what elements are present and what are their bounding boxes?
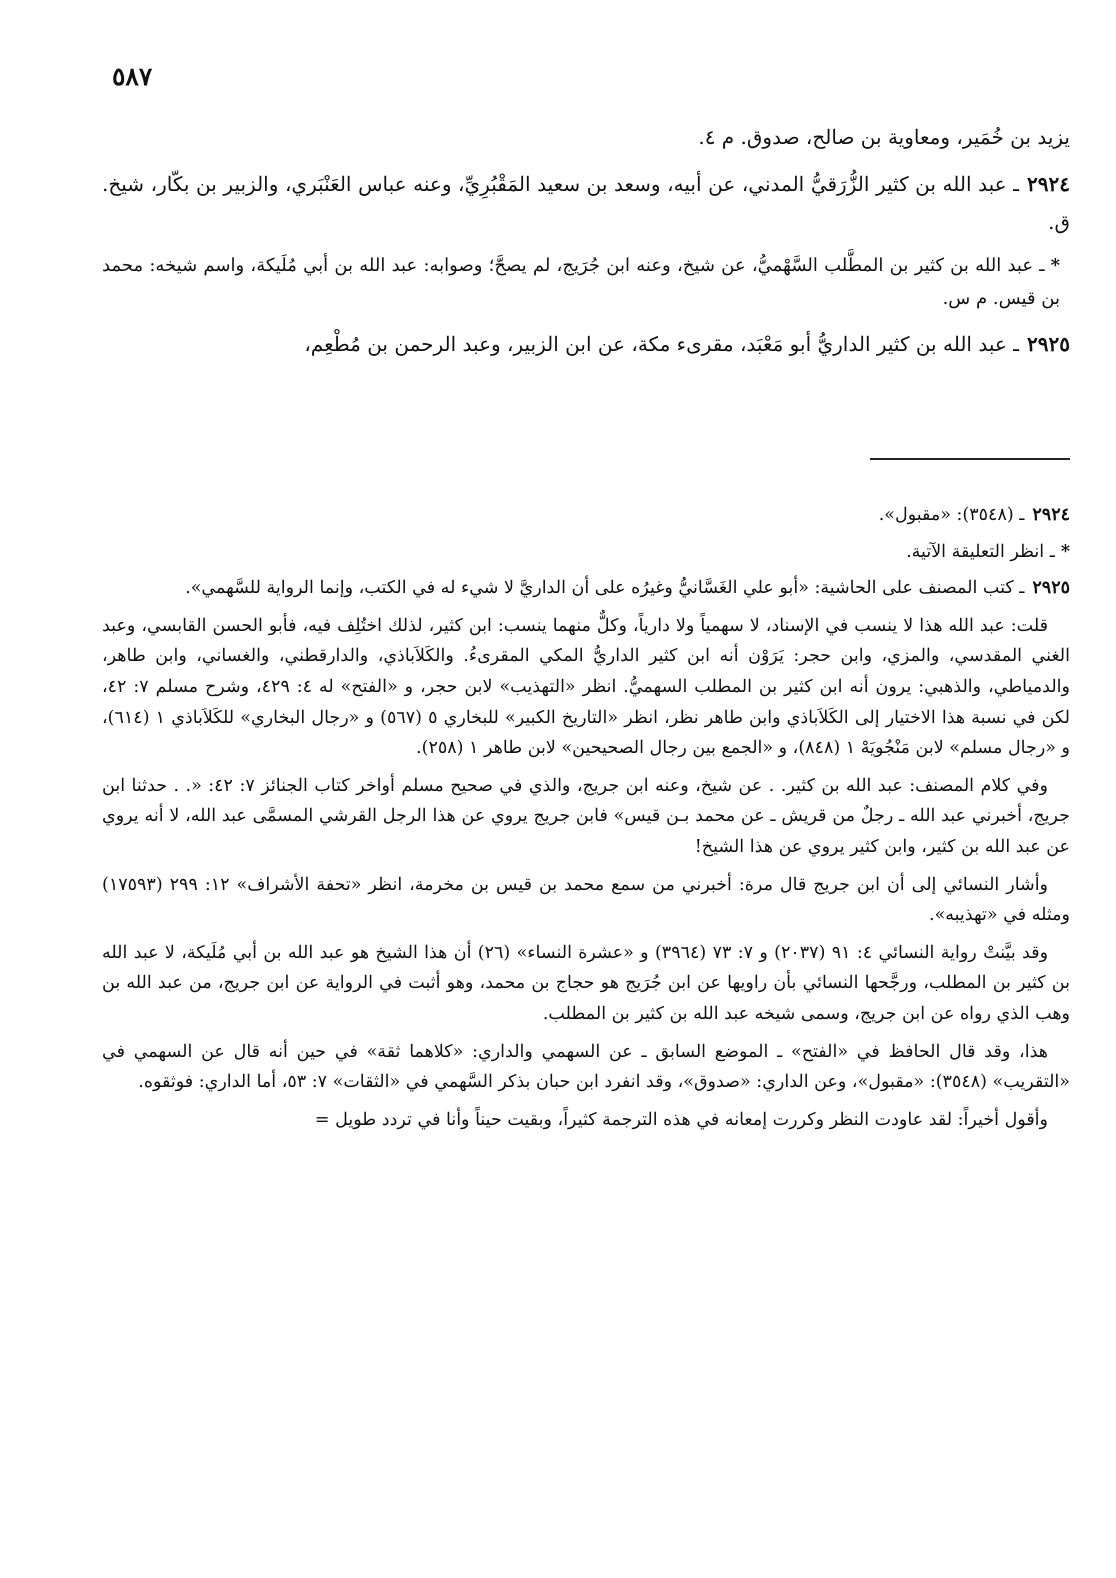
continuation-line: يزيد بن خُمَير، ومعاوية بن صالح، صدوق. م ٤. bbox=[698, 125, 1070, 149]
page-number: ٥٨٧ bbox=[112, 62, 153, 91]
footnote-text: ـ (٣٥٤٨): «مقبول». bbox=[878, 505, 1025, 525]
footnote-star bbox=[102, 537, 1070, 568]
footnote-text: ـ انظر التعليقة الآتية. bbox=[906, 541, 1055, 562]
footnote-2924 bbox=[102, 500, 1070, 531]
asterisk-marker: * bbox=[1060, 541, 1070, 562]
footnote-number: ٢٩٢٤ bbox=[1032, 505, 1070, 525]
main-text bbox=[102, 118, 1070, 363]
footnote-paragraph: هذا، وقد قال الحافظ في «الفتح» ـ الموضع السابق ـ عن السهمي والداري: «كلاهما ثقة» في حين أنه قال عن السهمي في «التقريب» (٣٥٤٨): «مقبول»، وعن الداري: «صدوق»، وقد انفرد ابن حبان بذكر السَّهمي في «الثقات» ٧: ٥٣، أما الداري: فوثقوه. bbox=[102, 1041, 1070, 1093]
entry-number: ٢٩٢٥ bbox=[1027, 332, 1070, 356]
starred-entry-text: ـ عبد الله بن كثير بن المطَّلب السَّهْميُّ، عن شيخ، وعنه ابن جُرَيج، لم يصحَّ؛ وصوابه: عبد الله بن أبي مُلَيكة، واسم شيخه: محمد بن قيس. م س. bbox=[102, 255, 1060, 309]
footnote-divider bbox=[870, 458, 1070, 460]
footnote-2925 bbox=[102, 573, 1070, 604]
footnote-paragraph: وفي كلام المصنف: عبد الله بن كثير. . عن شيخ، وعنه ابن جريج، والذي في صحيح مسلم أواخر كتاب الجنائز ٧: ٤٢: «. . حدثنا ابن جريج، أخبرني عبد الله ـ رجلٌ من قريش ـ عن محمد بـن قيس» فابن جريج يروي عن هذا الرجل القرشي المسمَّى عبد الله، لا أنه يروي عن عبد الله بن كثير، وابن كثير يروي عن هذا الشيخ! bbox=[102, 775, 1070, 857]
entry-2925 bbox=[102, 325, 1070, 363]
entry-text: ـ عبد الله بن كثير الزُّرَقيُّ المدني، عن أبيه، وسعد بن سعيد المَقْبُرِيِّ، وعنه عباس العَنْبَري، والزبير بن بكّار، شيخ. ق. bbox=[102, 172, 1070, 234]
footnotes bbox=[102, 500, 1070, 1135]
asterisk-marker: * bbox=[1050, 255, 1060, 276]
entry-number: ٢٩٢٤ bbox=[1027, 172, 1070, 196]
footnote-paragraph: وقد بيَّنتْ رواية النسائي ٤: ٩١ (٢٠٣٧) و ٧: ٧٣ (٣٩٦٤) و «عشرة النساء» (٢٦) أن هذا الشيخ هو عبد الله بن أبي مُلَيكة، لا عبد الله بن كثير بن المطلب، ورجَّحها النسائي بأن راويها عن ابن جُرَيج هو حجاج بن محمد، وهو أثبت في الرواية عن ابن جريج، من عبد الله بن وهب الذي رواه عن ابن جريج، وسمى شيخه عبد الله بن كثير بن المطلب. bbox=[102, 942, 1070, 1024]
starred-entry bbox=[102, 249, 1070, 315]
entry-text: ـ عبد الله بن كثير الداريُّ أبو مَعْبَد، مقرىء مكة، عن ابن الزبير، وعبد الرحمن بن مُطْعِم، bbox=[304, 332, 1020, 356]
footnote-paragraph: وأقول أخيراً: لقد عاودت النظر وكررت إمعانه في هذه الترجمة كثيراً، وبقيت حيناً وأنا في تردد طويل = bbox=[314, 1109, 1048, 1130]
footnote-paragraph: قلت: عبد الله هذا لا ينسب في الإسناد، لا سهمياً ولا دارياً، وكلٌّ منهما ينسب: ابن كثير، لذلك اختُلِف فيه، فأبو الحسن القابسي، وعبد الغني المقدسي، والمزي، وابن حجر: يَرَوْن أنه ابن كثير الداريُّ المكي المقرىءُ. والكَلاَباذي، والدارقطني، والغساني، وابن طاهر، والدمياطي، والذهبي: يرون أنه ابن كثير بن المطلب السهميُّ. انظر «التهذيب» لابن حجر، و «الفتح» له ٤: ٤٢٩، وشرح مسلم ٧: ٤٢، لكن في نسبة هذا الاختيار إلى الكَلاَباذي وابن طاهر نظر، انظر «التاريخ الكبير» للبخاري ٥ (٥٦٧) و «رجال البخاري» للكَلاَباذي ١ (٦١٤)، و «رجال مسلم» لابن مَنْجُويَهْ ١ (٨٤٨)، و «الجمع بين رجال الصحيحين» لابن طاهر ١ (٢٥٨). bbox=[102, 615, 1070, 759]
entry-2924 bbox=[102, 165, 1070, 241]
footnote-text: ـ كتب المصنف على الحاشية: «أبو علي الغَسَّانيُّ وغيرُه على أن الداريَّ لا شيء له في الكتب، وإنما الرواية للسَّهمي». bbox=[185, 578, 1025, 599]
footnote-number: ٢٩٢٥ bbox=[1032, 578, 1070, 599]
footnote-paragraph: وأشار النسائي إلى أن ابن جريج قال مرة: أخبرني من سمع محمد بن قيس بن مخرمة، انظر «تحفة الأشراف» ١٢: ٢٩٩ (١٧٥٩٣) ومثله في «تهذيبه». bbox=[102, 874, 1070, 926]
